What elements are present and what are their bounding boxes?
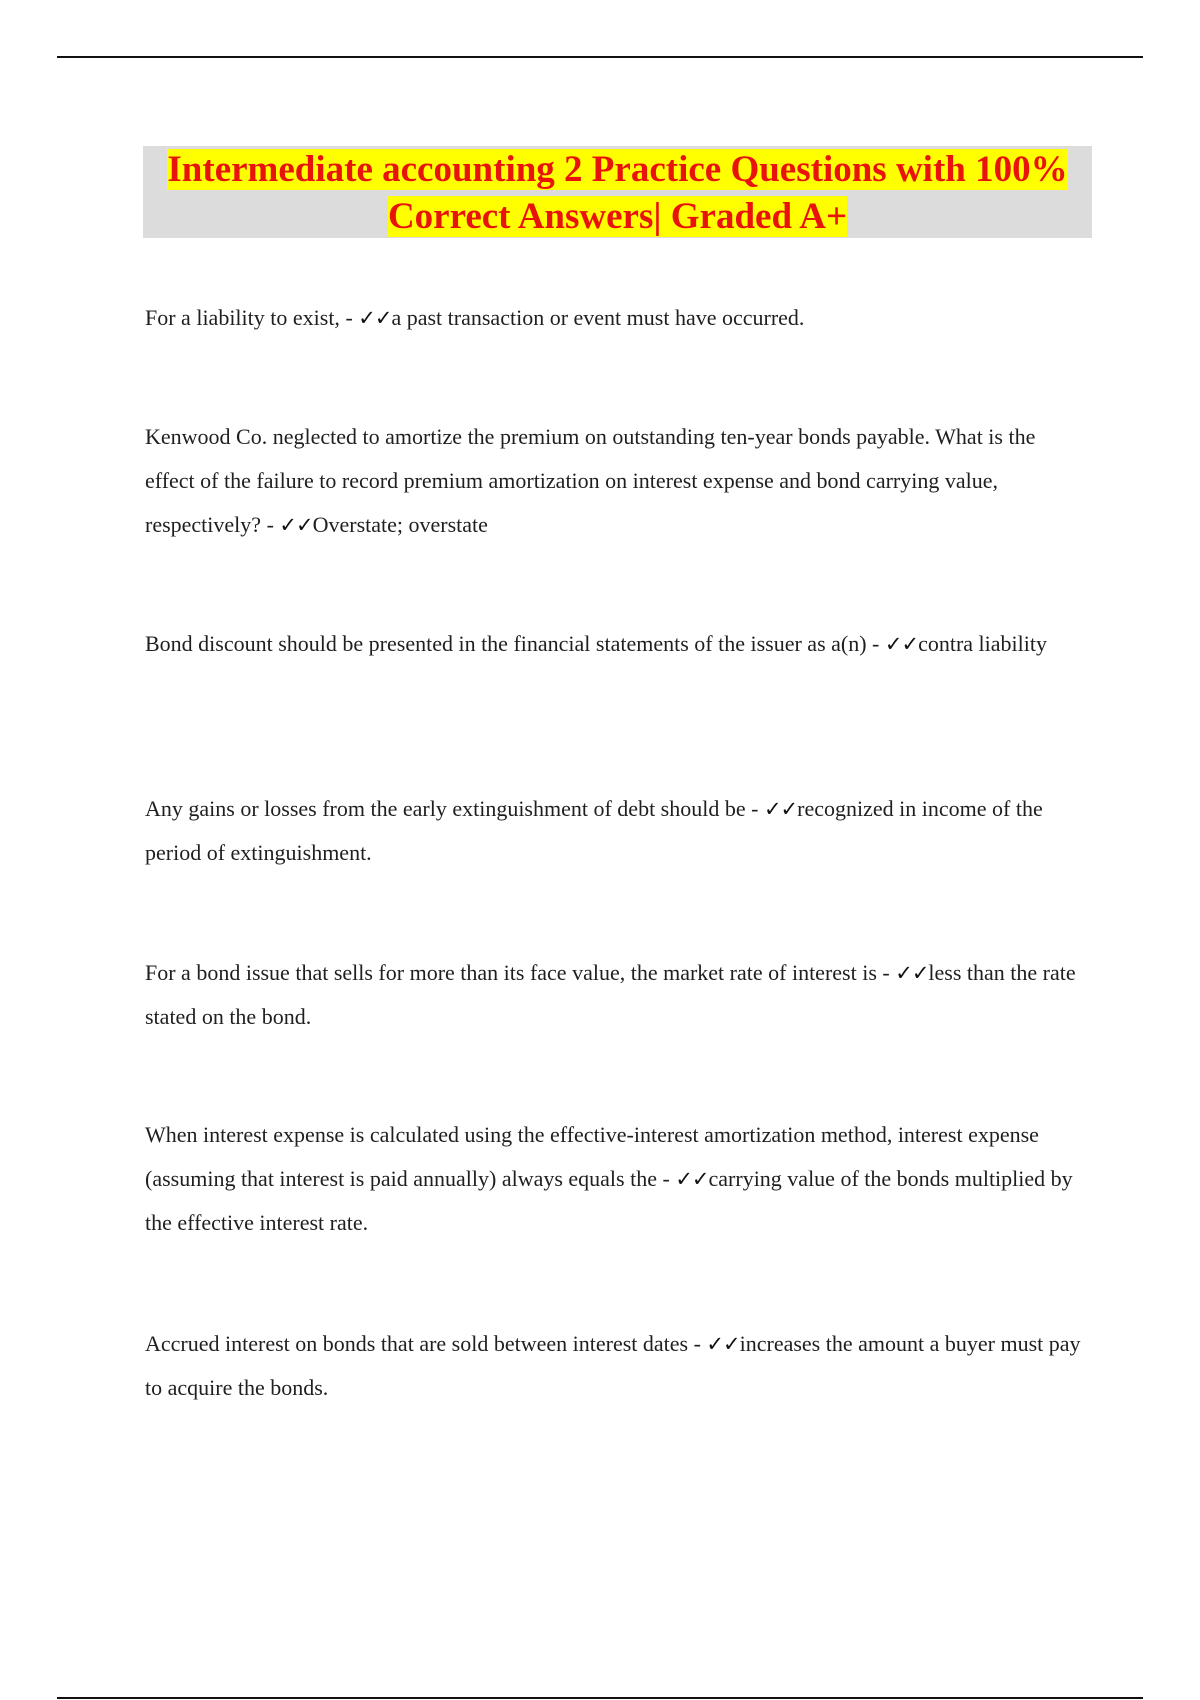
question-text: For a bond issue that sells for more than its face value, the market rate of interest is (145, 960, 877, 985)
answer-text: less than the rate stated on the bond. (145, 960, 1076, 1029)
top-rule (57, 56, 1143, 58)
question-text: Accrued interest on bonds that are sold between interest dates (145, 1331, 689, 1356)
answer-text: a past transaction or event must have occurred. (391, 305, 805, 330)
answer-text: carrying value of the bonds multiplied by the effective interest rate. (145, 1166, 1073, 1235)
double-check-icon: ✓✓ (358, 306, 392, 330)
qa-item-7 (145, 1322, 1085, 1410)
double-check-icon: ✓✓ (675, 1167, 709, 1191)
qa-item-2 (145, 415, 1085, 547)
separator: - (688, 1331, 707, 1356)
double-check-icon: ✓✓ (884, 632, 919, 656)
double-check-icon: ✓✓ (279, 513, 313, 537)
separator: - (745, 796, 764, 821)
answer-text: contra liability (918, 631, 1047, 656)
answer-text: Overstate; overstate (312, 512, 488, 537)
question-text: When interest expense is calculated using the effective-interest amortization method, interest expense (assuming that interest is paid annually) always equals the (145, 1122, 1039, 1191)
document-title: Intermediate accounting 2 Practice Questions with 100% Correct Answers| Graded A+ (167, 149, 1068, 237)
qa-item-6 (145, 1113, 1085, 1245)
double-check-icon: ✓✓ (706, 1332, 740, 1356)
double-check-icon: ✓✓ (763, 797, 798, 821)
question-text: For a liability to exist, (145, 305, 340, 330)
bottom-rule (57, 1697, 1143, 1699)
separator: - (339, 305, 359, 330)
qa-item-4 (145, 787, 1085, 875)
separator: - (261, 512, 280, 537)
qa-item-5 (145, 951, 1085, 1039)
qa-item-1 (145, 296, 1085, 340)
question-text: Any gains or losses from the early extinguishment of debt should be (145, 796, 746, 821)
answer-text: increases the amount a buyer must pay to acquire the bonds. (145, 1331, 1081, 1400)
title-banner (143, 146, 1092, 238)
separator: - (876, 960, 896, 985)
separator: - (656, 1166, 676, 1191)
qa-item-3 (145, 622, 1085, 666)
question-text: Bond discount should be presented in the financial statements of the issuer as a(n) (145, 631, 867, 656)
question-text: Kenwood Co. neglected to amortize the premium on outstanding ten-year bonds payable. What is the effect of the failure to record premium amortization on interest expense and bond carrying value, respectively? (145, 424, 1036, 537)
answer-text: recognized in income of the period of extinguishment. (145, 796, 1043, 865)
double-check-icon: ✓✓ (895, 961, 929, 985)
separator: - (866, 631, 885, 656)
